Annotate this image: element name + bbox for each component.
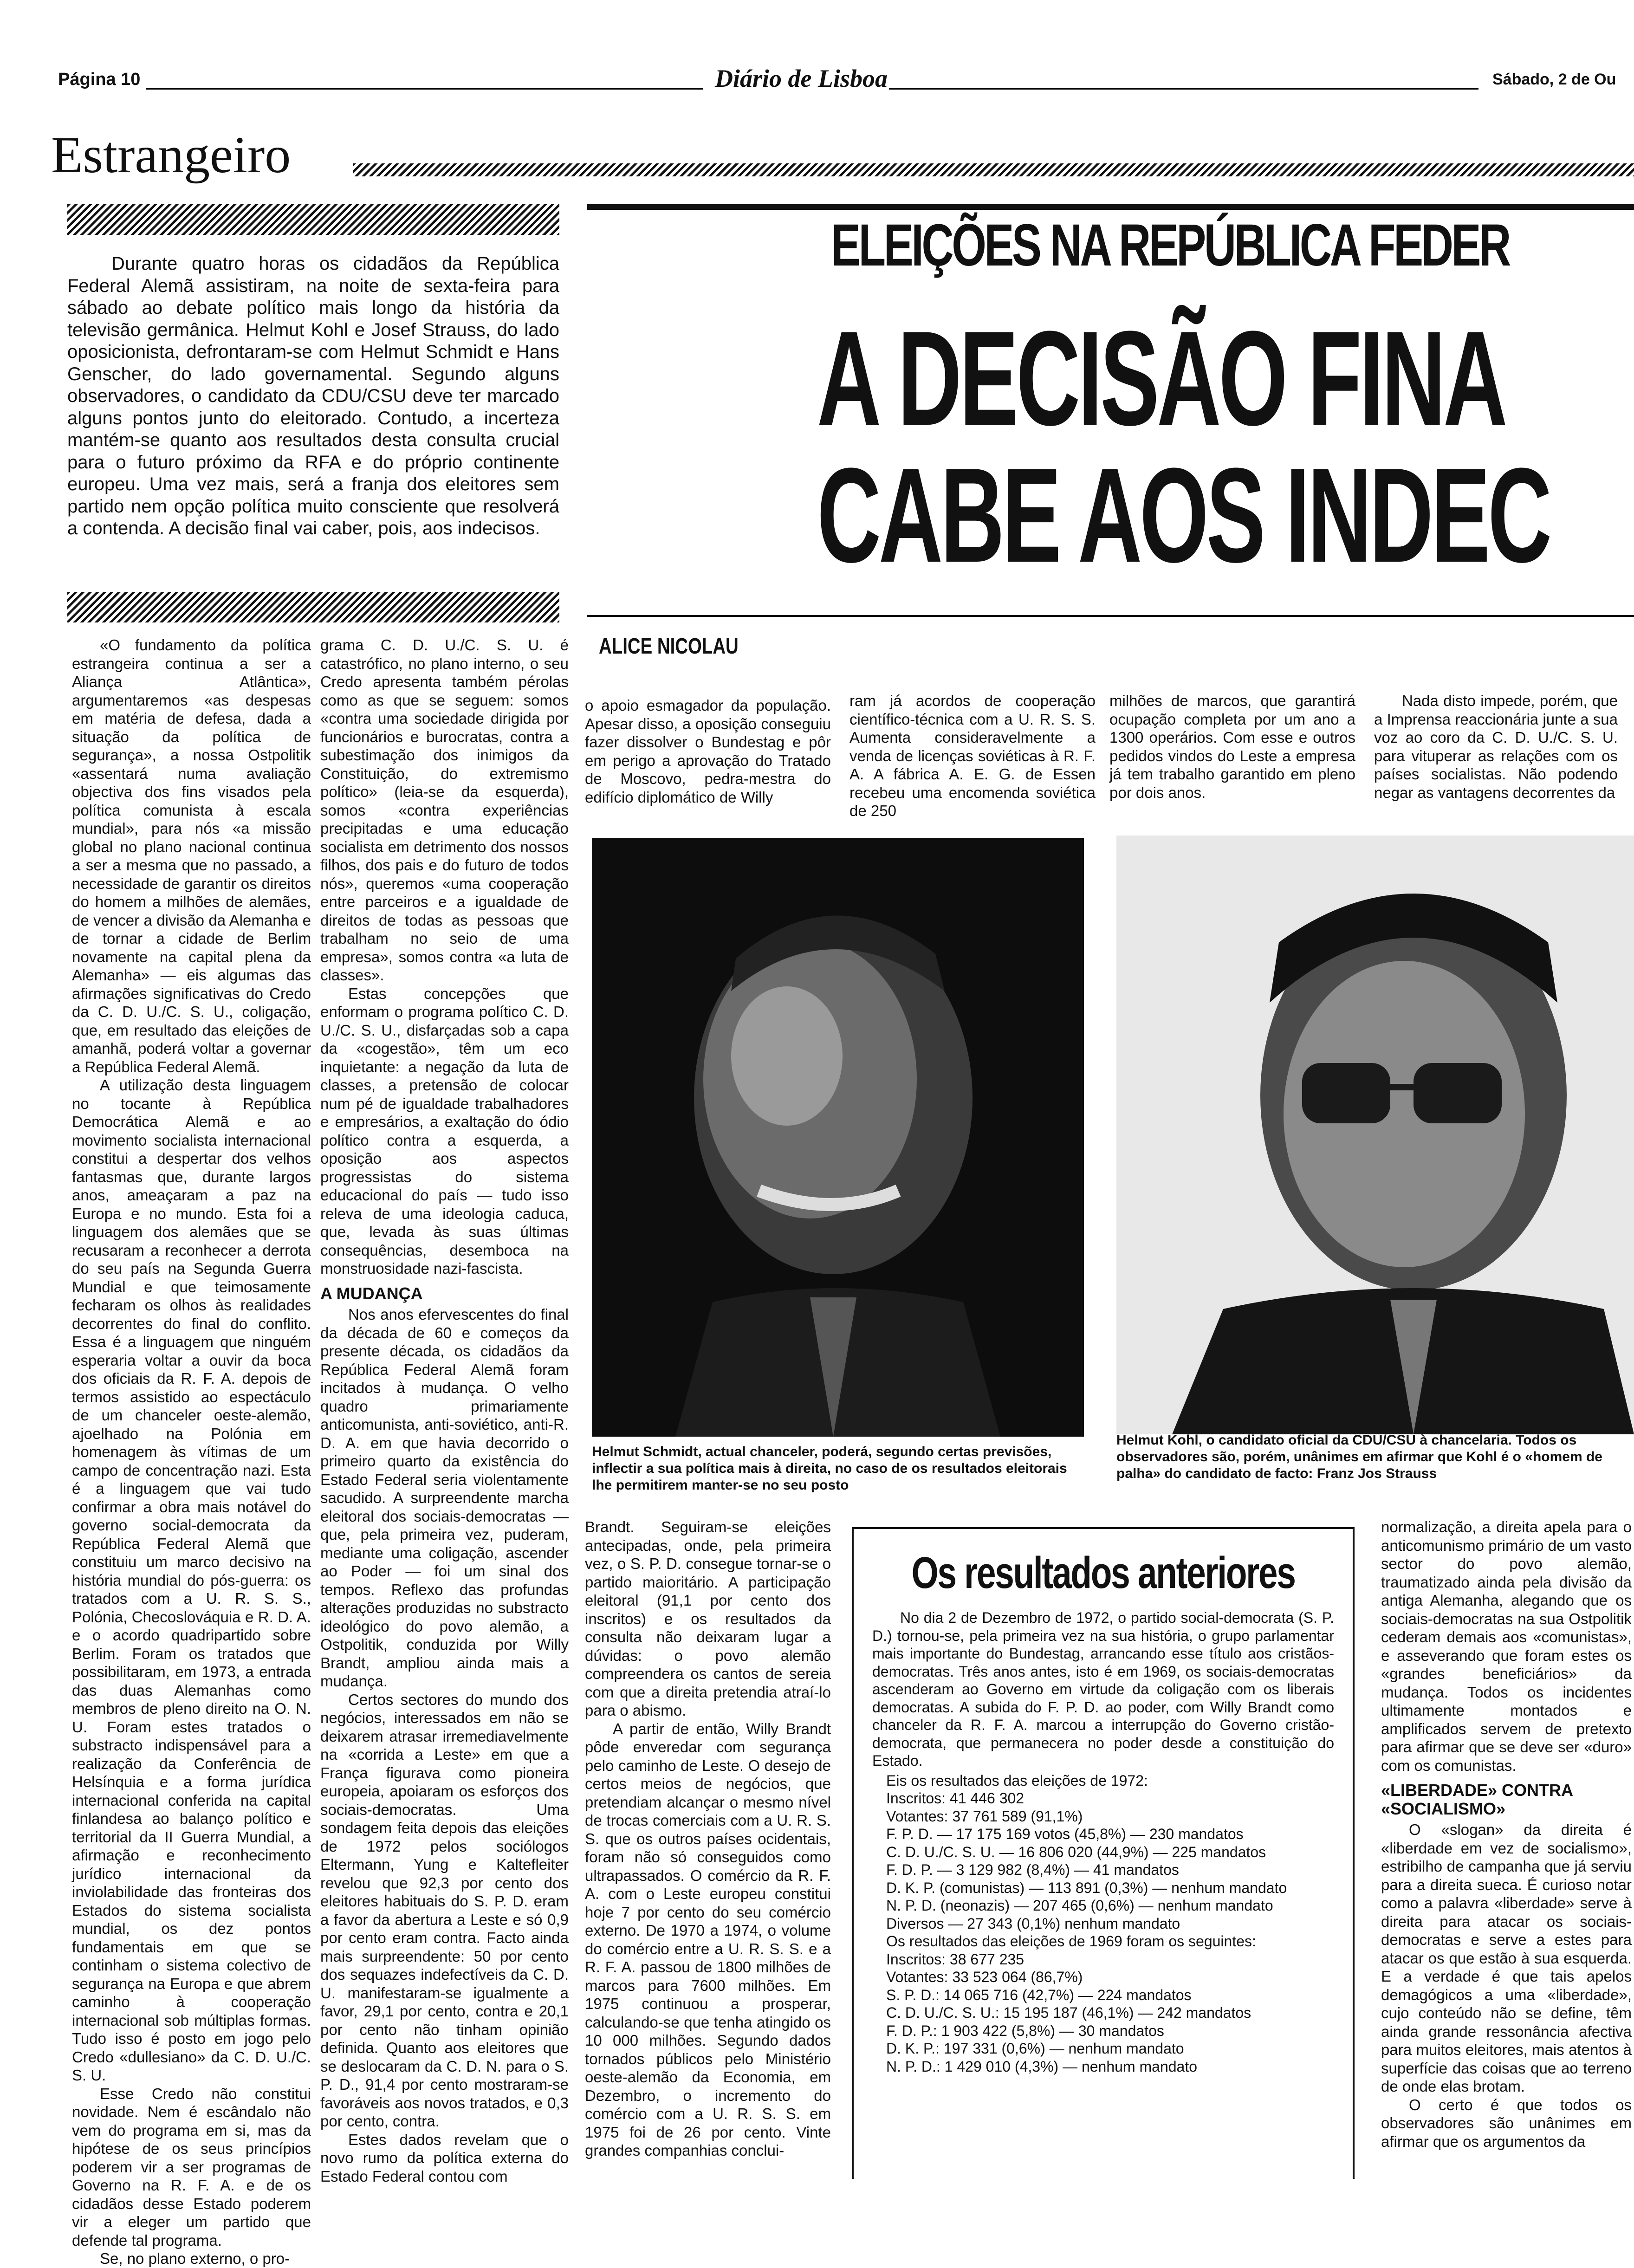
results-line: Diversos — 27 343 (0,1%) nenhum mandato — [886, 1915, 1180, 1932]
results-line: D. K. P.: 197 331 (0,6%) — nenhum mandato — [886, 2040, 1184, 2057]
paragraph: Nada disto impede, porém, que a Imprensa reaccionária junte a sua voz ao coro da C. D. U./C. S. U. para vituperar as relações com os países socialistas. Não podendo negar as vantagens decorrentes da — [1374, 692, 1618, 801]
lead-hatch-bottom — [67, 592, 559, 622]
subheading: A MUDANÇA — [320, 1283, 423, 1303]
article-column-5-top — [1109, 692, 1355, 836]
section-title: Estrangeiro — [51, 126, 291, 184]
results-line: Inscritos: 41 446 302 — [886, 1790, 1024, 1807]
results-line: C. D. U./C. S. U. — 16 806 020 (44,9%) — 225 mandatos — [886, 1843, 1266, 1860]
paragraph: Estes dados revelam que o novo rumo da política externa do Estado Federal contou com — [320, 2131, 569, 2185]
lead-hatch-top — [67, 204, 559, 235]
photo-caption-schmidt: Helmut Schmidt, actual chanceler, poderá, segundo certas previsões, inflectir a sua política mais à direita, no caso de os resultados eleitorais lhe permitirem manter-se no seu posto — [592, 1444, 1067, 1493]
article-column-4-top — [849, 692, 1096, 836]
results-line: S. P. D.: 14 065 716 (42,7%) — 224 mandatos — [886, 1986, 1192, 2003]
lead-paragraph: Durante quatro horas os cidadãos da República Federal Alemã assistiram, na noite de sexta-feira para sábado ao debate político mais longo da história da televisão germânica. Helmut Kohl e Josef Strauss, do lado oposicionista, defrontaram-se com Helmut Schmidt e Hans Genscher, do lado governamental. Segundo alguns observadores, o candidato da CDU/CSU deve ter marcado alguns pontos junto do eleitorado. Contudo, a incerteza mantém-se quanto aos resultados desta consulta crucial para o futuro próximo da RFA e do próprio continente europeu. Uma vez mais, será a franja dos eleitores sem partido nem opção política muito consciente que resolverá a contenda. A decisão final vai caber, pois, aos indecisos. — [67, 253, 559, 538]
paragraph: o apoio esmagador da população. Apesar disso, a oposição conseguiu fazer dissolver o Bundestag e pôr em perigo a aprovação do Tratado de Moscovo, pedra-mestra do edifício diplomático de Willy — [585, 697, 831, 806]
headline-kicker: ELEIÇÕES NA REPÚBLICA FEDER — [831, 212, 1509, 279]
paragraph: Certos sectores do mundo dos negócios, interessados em não se deixarem atrasar irremediavelmente na «corrida a Leste» em que a França figurava como pioneira europeia, apoiaram os esforços dos sociais-democratas. Uma sondagem feita depois das eleições de 1972 pelos sociólogos Eltermann, Yung e Kaltefleiter revelou que 92,3 por cento dos eleitores habituais do S. P. D. eram a favor da abertura a Leste e só 0,9 por cento eram contra. Facto ainda mais surpreendente: 50 por cento dos sequazes indefectíveis da C. D. U. manifestaram-se igualmente a favor, 29,1 por cento, contra e 20,1 por cento não tinham opinião definida. Quanto aos eleitores que se deslocaram da C. D. N. para o S. P. D., 91,4 por cento mostraram-se favoráveis aos novos tratados, e 0,3 por cento, contra. — [320, 1691, 569, 2130]
photo-helmut-schmidt — [592, 838, 1084, 1437]
paragraph: grama C. D. U./C. S. U. é catastrófico, no plano interno, o seu Credo apresenta também pérolas como as que se seguem: somos «contra uma sociedade dirigida por funcionários e burocratas, contra a subestimação dos inimigos da Constituição, do extremismo político» (leia-se da esquerda), somos «contra experiências precipitadas e uma educação socialista em detrimento dos nossos filhos, dos pais e do futuro de todos nós», queremos «uma cooperação entre parceiros e a igualdade de direitos de todas as pessoas que trabalham no seio de uma empresa», somos contra «a luta de classes». — [320, 636, 569, 984]
article-column-3-top — [585, 696, 831, 836]
headline-line-2: CABE AOS INDEC — [817, 440, 1550, 590]
masthead-rule-left — [146, 88, 703, 90]
article-column-6-top — [1374, 692, 1618, 836]
results-line: N. P. D.: 1 429 010 (4,3%) — nenhum mandato — [886, 2058, 1198, 2075]
byline: ALICE NICOLAU — [599, 634, 739, 659]
photo-helmut-kohl — [1116, 836, 1634, 1434]
headline-line-1: A DECISÃO FINA — [817, 303, 1505, 454]
paragraph: A utilização desta linguagem no tocante à República Democrática Alemã e ao movimento socialista internacional constitui a despertar dos velhos fantasmas que, durante largos anos, ameaçaram a paz na Europa e no mundo. Esta foi a linguagem dos alemães que se recusaram a reconhecer a derrota do seu país na Segunda Guerra Mundial e que teimosamente fecharam os olhos às realidades decorrentes do final do conflito. Essa é a linguagem que ninguém esperaria voltar a ouvir da boca dos oficiais da R. F. A. depois de termos assistido ao espectáculo de um chanceler oeste-alemão, ajoelhado na Polónia em homenagem às vítimas de um campo de concentração nazi. Esta é a linguagem que vai tudo confirmar a obra mais notável do governo social-democrata da República Federal Alemã que constituiu um marco decisivo na história mundial do pós-guerra: os tratados com a U. R. S. S., Polónia, Checoslováquia e R. D. A. e o acordo quadripartido sobre Berlim. Foram os tratados que possibilitaram, em 1973, a entrada das duas Alemanhas como membros de pleno direito na O. N. U. Foram estes tratados o substracto indispensável para a realização da Conferência de Helsínquia e a forma jurídica internacional conferida na capital finlandesa ao balanço político e territorial da II Guerra Mundial, a afirmação e reconhecimento jurídico internacional da inviolabilidade das fronteiras dos Estados do sistema socialista mundial, os dez pontos fundamentais em que se continham o sistema colectivo de segurança na Europa e que abrem caminho à cooperação internacional sob múltiplas formas. Tudo isso é posto em jogo pelo Credo «dullesiano» da C. D. U./C. S. U. — [72, 1076, 311, 2084]
results-line: Votantes: 37 761 589 (91,1%) — [886, 1808, 1083, 1825]
newspaper-name: Diário de Lisboa — [715, 65, 888, 92]
paragraph: O certo é que todos os observadores são unânimes em afirmar que os argumentos da — [1381, 2096, 1632, 2150]
paragraph: Se, no plano externo, o pro- — [100, 2250, 290, 2267]
results-line: F. D. P. — 3 129 982 (8,4%) — 41 mandatos — [886, 1861, 1179, 1878]
results-box-intro: No dia 2 de Dezembro de 1972, o partido social-democrata (S. P. D.) tornou-se, pela primeira vez na sua história, o grupo parlamentar mais importante do Bundestag, arrancando esse título aos cristãos-democratas. Três anos antes, isto é em 1969, os sociais-democratas ascenderam ao Governo em virtude da coligação com os liberais democratas. A subida do F. P. D. ao poder, com Willy Brandt como chanceler da R. F. A. marcou a interrupção do Governo cristão-democrata, que permanecera no poder desde a constituição do Estado. — [872, 1609, 1334, 1769]
photo-caption-kohl: Helmut Kohl, o candidato oficial da CDU/CSU à chancelaria. Todos os observadores são, porém, unânimes em afirmar que Kohl é o «homem de palha» do candidato de facto: Franz Jos Strauss — [1116, 1432, 1602, 1481]
results-line: Eis os resultados das eleições de 1972: — [886, 1772, 1148, 1789]
results-line: Votantes: 33 523 064 (86,7%) — [886, 1969, 1083, 1985]
section-hatch-bar — [353, 163, 1634, 176]
issue-date: Sábado, 2 de Ou — [1492, 71, 1616, 88]
results-line: D. K. P. (comunistas) — 113 891 (0,3%) — nenhum mandato — [886, 1879, 1287, 1896]
paragraph: Esse Credo não constitui novidade. Nem é escândalo não vem do programa em si, mas da hipótese de os seus princípios poderem vir a ser programas de Governo na R. F. A. e de os cidadãos desse Estado poderem vir a eleger um partido que defende tal programa. — [72, 2085, 311, 2249]
results-box-title: Os resultados anteriores — [911, 1548, 1295, 1598]
paragraph: ram já acordos de cooperação científico-técnica com a U. R. S. S. Aumenta consideravelmente a venda de licenças soviéticas à R. F. A. A fábrica A. E. G. de Essen recebeu uma encomenda soviética de 250 — [849, 692, 1096, 819]
results-line: N. P. D. (neonazis) — 207 465 (0,6%) — nenhum mandato — [886, 1897, 1273, 1914]
masthead-rule-right — [889, 88, 1478, 90]
results-line: C. D. U./C. S. U.: 15 195 187 (46,1%) — 242 mandatos — [886, 2004, 1251, 2021]
byline-rule — [587, 615, 1634, 617]
results-line: F. P. D. — 17 175 169 votos (45,8%) — 230 mandatos — [886, 1826, 1244, 1842]
paragraph: «O fundamento da política estrangeira continua a ser a Aliança Atlântica», argumentaremos «as despesas em matéria de defesa, dada a situação da política de segurança», a nossa Ostpolitik «assentará numa avaliação objectiva dos fins visados pela política comunista à escala mundial», para nós «a missão global no plano nacional continua a ser a mesma que no passado, a necessidade de garantir os direitos do homem a milhões de alemães, de vencer a divisão da Alemanha e de tornar a cidade de Berlim novamente na capital plena da Alemanha» — eis algumas das afirmações significativas do Credo da C. D. U./C. S. U., coligação, que, em resultado das eleições de amanhã, poderá voltar a governar a República Federal Alemã. — [72, 636, 311, 1076]
results-line: F. D. P.: 1 903 422 (5,8%) — 30 mandatos — [886, 2022, 1164, 2039]
portrait-kohl-image — [1116, 836, 1634, 1434]
paragraph: normalização, a direita apela para o anticomunismo primário de um vasto sector do povo alemão, traumatizado ainda pela divisão da antiga Alemanha, alegando que os sociais-democratas na sua Ostpolitik cederam demais aos «comunistas», e asseverando que foram estes os «grandes beneficiários» da mudança. Todos os incidentes ultimamente montados e amplificados servem de pretexto para afirmar que se deve ser «duro» com os comunistas. — [1381, 1518, 1632, 1774]
results-line: Inscritos: 38 677 235 — [886, 1950, 1024, 1968]
article-column-3-bottom — [585, 1518, 831, 2177]
paragraph: A partir de então, Willy Brandt pôde enveredar com segurança pelo caminho de Leste. O desejo de certos meios de negócios, que pretendiam alcançar o mesmo nível de trocas comerciais com a U. R. S. S. que os outros países ocidentais, foram não só conseguidos como ultrapassados. O comércio da R. F. A. com o Leste europeu constitui hoje 7 por cento do seu comércio externo. De 1970 a 1974, o volume do comércio entre a U. R. S. S. e a R. F. A. passou de 1800 milhões de marcos para 7600 milhões. Em 1975 continuou a prosperar, calculando-se que tenha atingido os 10 000 milhões. Segundo dados tornados públicos pelo Ministério oeste-alemão da Economia, em Dezembro, o incremento do comércio com a U. R. S. S. em 1975 foi de 26 por cento. Vinte grandes companhias conclui- — [585, 1720, 831, 2159]
subheading: «LIBERDADE» CONTRA «SOCIALISMO» — [1381, 1781, 1573, 1818]
results-line: Os resultados das eleições de 1969 foram os seguintes: — [886, 1933, 1256, 1950]
results-box — [852, 1527, 1355, 2179]
paragraph: Nos anos efervescentes do final da década de 60 e começos da presente década, os cidadãos da República Federal Alemã foram incitados à mudança. O velho quadro primariamente anticomunista, anti-soviético, anti-R. D. A. em que havia decorrido o primeiro quarto da existência do Estado Federal seria violentamente sacudido. A surpreendente marcha eleitoral dos sociais-democratas — que, pela primeira vez, puderam, mediante uma coligação, ascender ao Poder — foi um sinal dos tempos. Reflexo das profundas alterações produzidas no substracto ideológico do povo alemão, a Ostpolitik, conduzida por Willy Brandt, ampliou ainda mais a mudança. — [320, 1306, 569, 1690]
article-column-6-bottom — [1381, 1518, 1632, 2177]
paragraph: milhões de marcos, que garantirá ocupação completa por um ano a 1300 operários. Com esse e outros pedidos vindos do Leste a empresa já tem trabalho garantido em pleno por dois anos. — [1109, 692, 1355, 801]
paragraph: Estas concepções que enformam o programa político C. D. U./C. S. U., disfarçadas sob a capa da «cogestão», têm um eco inquietante: a negação da luta de classes, a pretensão de colocar num pé de igualdade trabalhadores e empresários, a exaltação do ódio político contra a esquerda, a oposição aos aspectos progressistas do sistema educacional do país — tudo isso releva de uma ideologia caduca, que, levada às suas últimas consequências, desemboca na monstruosidade nazi-fascista. — [320, 985, 569, 1277]
paragraph: Brandt. Seguiram-se eleições antecipadas, onde, pela primeira vez, o S. P. D. consegue tornar-se o partido maioritário. A participação eleitoral (91,1 por cento dos inscritos) e os resultados da consulta não deixaram lugar a dúvidas: o povo alemão compreendera os cantos de sereia com que a direita pretendia atraí-lo para o abismo. — [585, 1518, 831, 1719]
paragraph: O «slogan» da direita é «liberdade em vez de socialismo», estribilho de campanha que já serviu para a direita sueca. É curioso notar como a palavra «liberdade» serve à direita para atacar os sociais-democratas e serve a estes para atacar os que estão à sua esquerda. E a verdade é que tais apelos demagógicos a uma «liberdade», cujo conteúdo não se define, têm ainda grande ressonância afectiva para muitos eleitores, mais atentos à superfície das coisas que ao terreno de onde elas brotam. — [1381, 1821, 1632, 2095]
portrait-schmidt-image — [592, 838, 1084, 1437]
article-column-1 — [72, 636, 311, 2267]
results-list — [872, 1772, 1334, 2076]
page-number: Página 10 — [58, 70, 141, 89]
headline-rule — [587, 204, 1634, 210]
article-column-2 — [320, 636, 569, 2185]
